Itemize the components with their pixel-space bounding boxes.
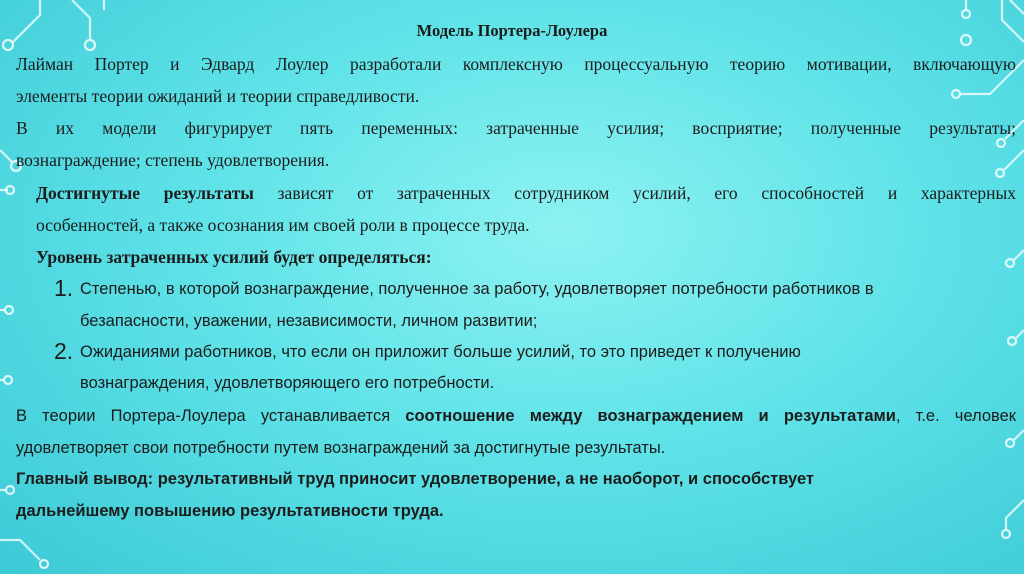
paragraph-3-line-1 — [36, 183, 1016, 203]
list-item-1-number: 1. — [54, 275, 74, 301]
paragraph-2-line-1: В их модели фигурирует пять переменных: затраченные усилия; восприятие; полученные результаты; — [16, 118, 1016, 138]
slide-title: Модель Портера-Лоулера — [416, 21, 608, 40]
list-item-2-number: 2. — [54, 338, 74, 364]
paragraph-5-pre: В теории Портера-Лоулера устанавливается — [16, 407, 406, 425]
list-item-1-line-1: Степенью, в которой вознаграждение, полученное за работу, удовлетворяет потребности работников в — [80, 280, 874, 298]
list-item-2-line-1: Ожиданиями работников, что если он приложит больше усилий, то это приведет к получению — [80, 343, 801, 361]
paragraph-5-line-1 — [16, 406, 1016, 426]
relationship-term: соотношение между вознаграждением и результатами — [405, 407, 896, 425]
paragraph-3-line-1-rest: зависят от затраченных сотрудником усилий, его способностей и характерных — [253, 183, 1016, 203]
paragraph-1-line-2: элементы теории ожиданий и теории справедливости. — [16, 86, 420, 106]
paragraph-5-post: , т.е. человек — [895, 407, 1016, 425]
effort-heading: Уровень затраченных усилий будет определяться: — [36, 247, 432, 267]
paragraph-5-line-2: удовлетворяет свои потребности путем вознаграждений за достигнутые результаты. — [16, 439, 666, 457]
paragraph-3-line-2: особенностей, а также осознания им своей роли в процессе труда. — [36, 215, 530, 235]
paragraph-2-line-2: вознаграждение; степень удовлетворения. — [16, 150, 330, 170]
list-item-2-line-2: вознаграждения, удовлетворяющего его потребности. — [80, 374, 495, 392]
results-term: Достигнутые результаты — [36, 183, 254, 203]
conclusion-line-2: дальнейшему повышению результативности труда. — [16, 502, 444, 520]
paragraph-1-line-1: Лайман Портер и Эдвард Лоулер разработали комплексную процессуальную теорию мотивации, включающую — [16, 54, 1016, 74]
list-item-1-line-2: безапасности, уважении, независимости, личном развитии; — [80, 312, 538, 330]
conclusion-line-1: Главный вывод: результативный труд приносит удовлетворение, а не наоборот, и способствует — [16, 470, 814, 488]
